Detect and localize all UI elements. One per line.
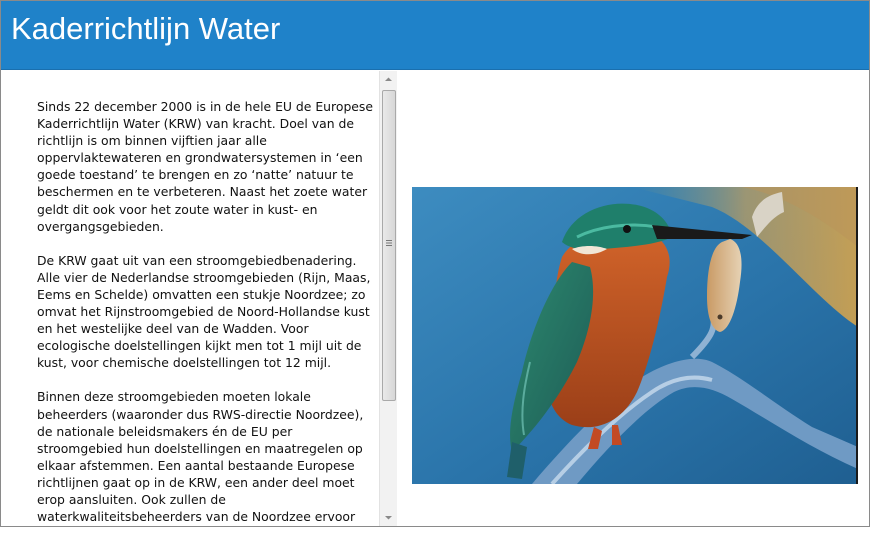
page-title: Kaderrichtlijn Water bbox=[11, 11, 281, 46]
article-text bbox=[37, 98, 377, 526]
header-bar bbox=[1, 1, 869, 70]
grip-icon bbox=[386, 239, 392, 247]
paragraph-2: De KRW gaat uit van een stroomgebiedbenadering. Alle vier de Nederlandse stroomgebieden (Rijn, Maas, Eems en Schelde) omvatten een stukje Noordzee; zo omvat het Rijnstroomgebied de Noord-Hollandse kust en het westelijke deel van de Wadden. Voor ecologische doelstellingen kijkt men tot 1 mijl uit de kust, voor chemische doelstellingen tot 12 mijl. bbox=[37, 252, 371, 371]
arrow-up-icon[interactable] bbox=[380, 71, 397, 88]
paragraph-1: Sinds 22 december 2000 is in de hele EU de Europese Kaderrichtlijn Water (KRW) van kracht. Doel van de richtlijn is om binnen vijftien jaar alle oppervlaktewateren en grondwatersystemen in ‘een goede toestand’ te brengen en zo ‘natte’ natuur te beschermen en te verbeteren. Naast het zoete water geldt dit ook voor het zoute water in kust- en overgangsgebieden. bbox=[37, 99, 374, 234]
arrow-down-icon[interactable] bbox=[380, 509, 397, 526]
paragraph-3: Binnen deze stroomgebieden moeten lokale beheerders (waaronder dus RWS-directie Noordzee), de nationale beleidsmakers én de EU per stroomgebied hun doelstellingen en maatregelen op elkaar afstemmen. Een aantal bestaande Europese richtlijnen gaat op in de KRW, een ander deel moet erop aansluiten. Ook zullen de waterkwaliteitsbeheerders van de Noordzee ervoor bbox=[37, 389, 364, 525]
kingfisher-photo bbox=[412, 187, 858, 484]
text-pane[interactable] bbox=[1, 71, 396, 526]
scroll-thumb[interactable] bbox=[382, 90, 396, 401]
vertical-scrollbar[interactable] bbox=[379, 71, 397, 526]
